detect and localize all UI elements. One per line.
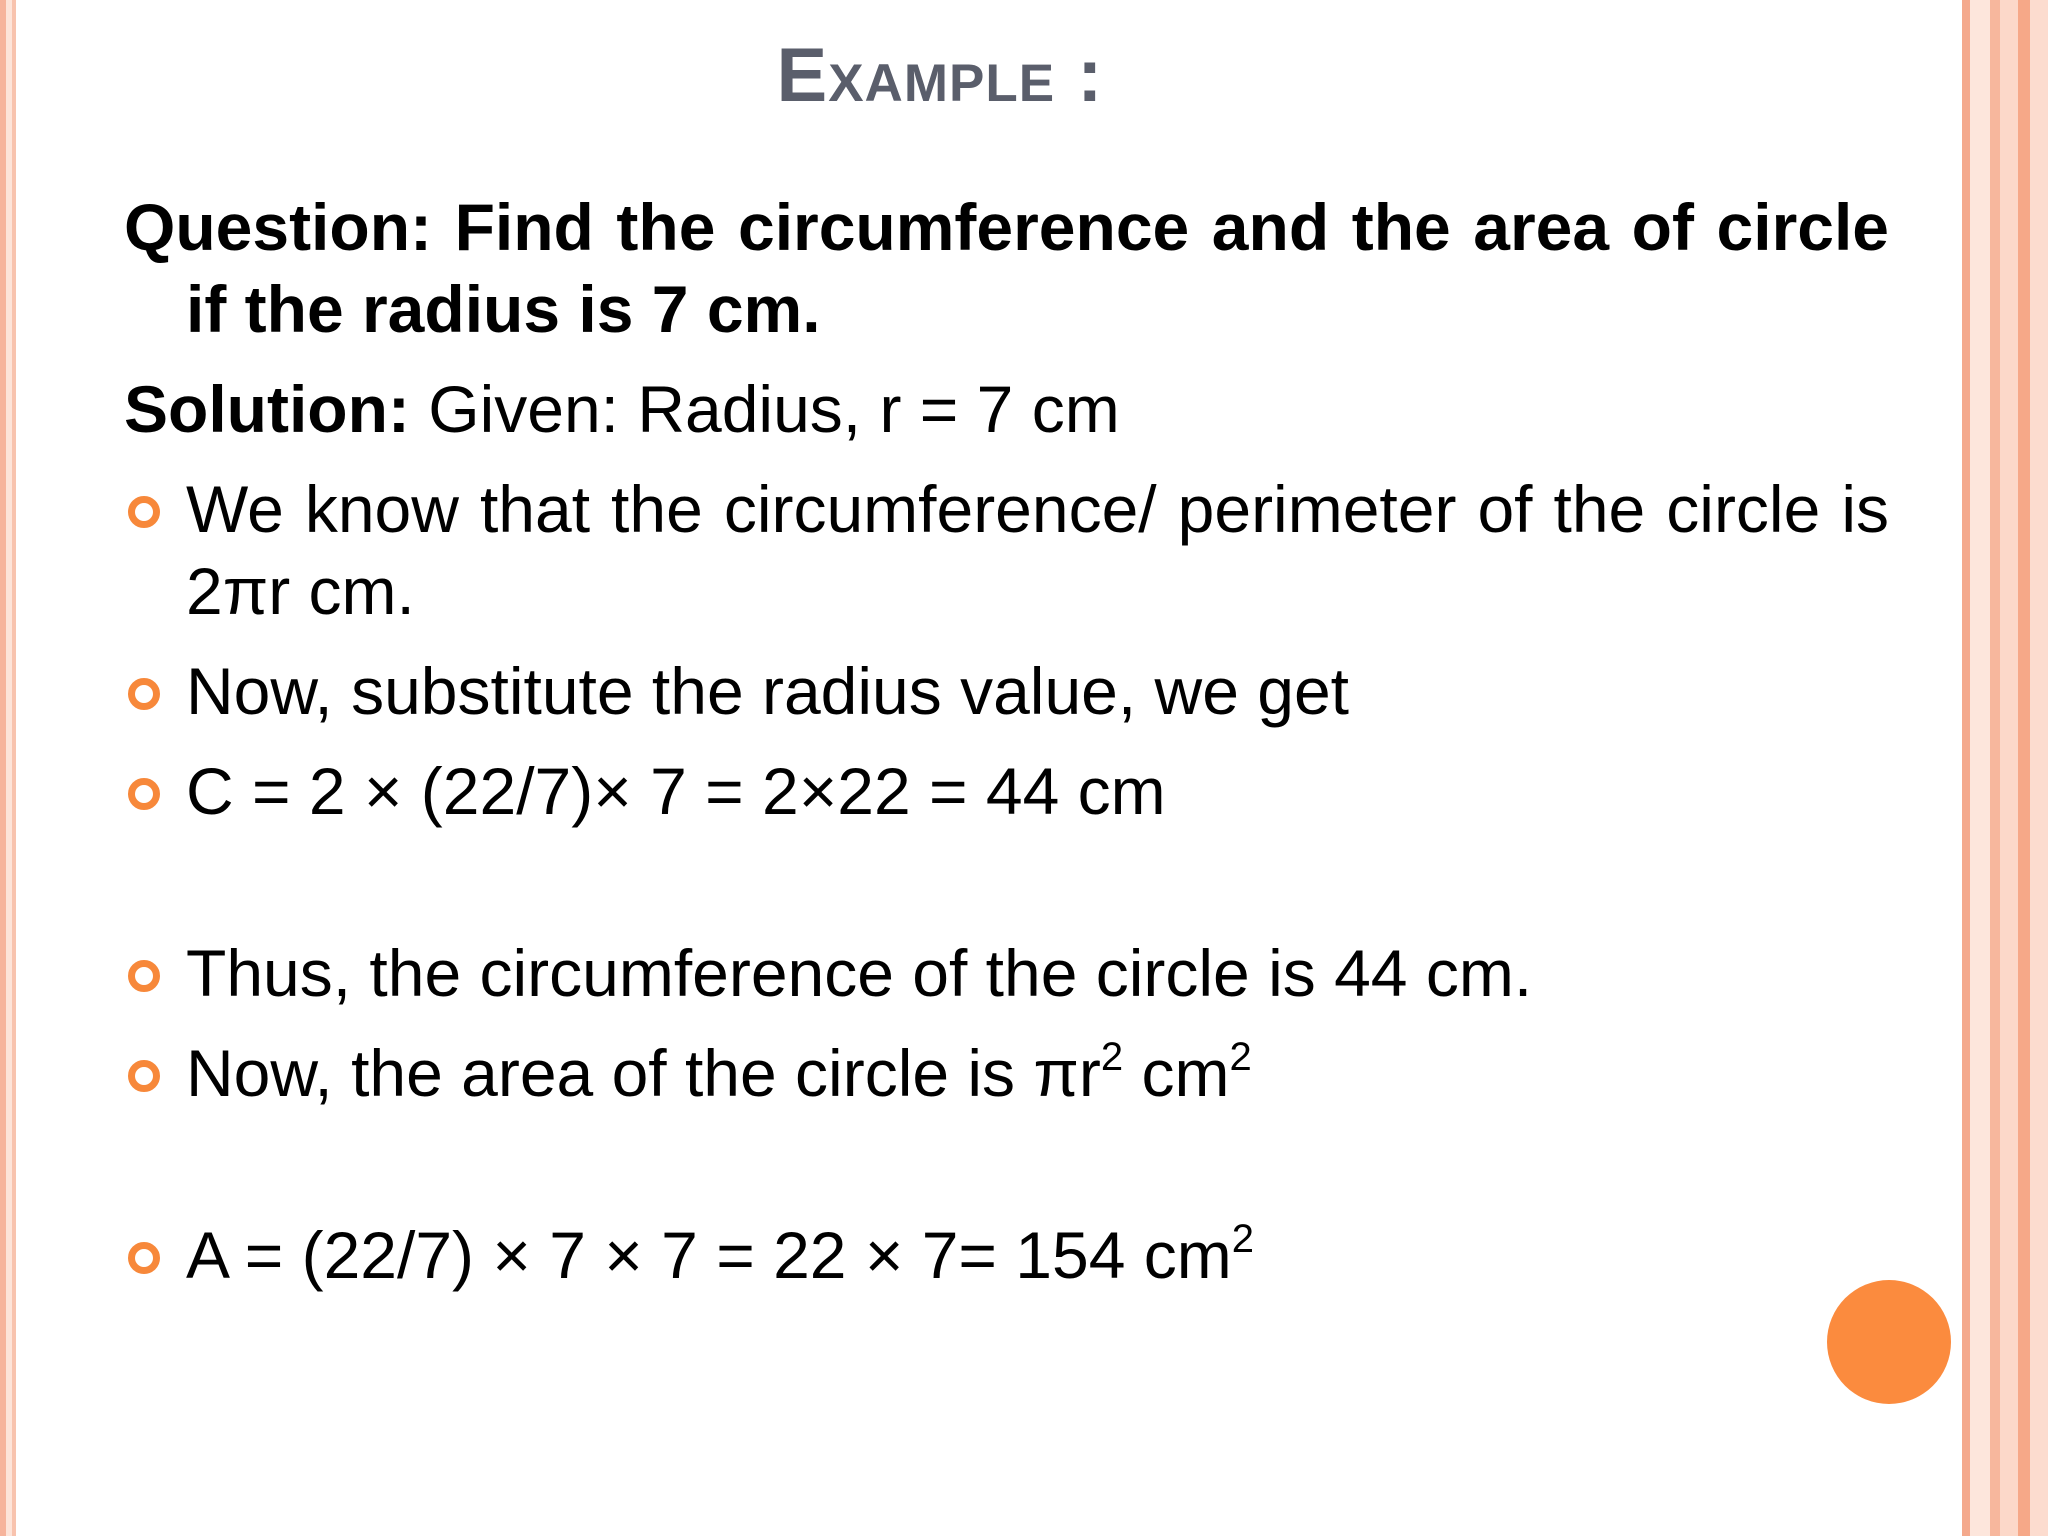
solution-text: Given: Radius, r = 7 cm: [409, 372, 1120, 446]
list-item: [124, 468, 1889, 632]
solution-paragraph: [124, 368, 1889, 450]
bullet-ring-icon: [128, 778, 160, 810]
bullet-ring-icon: [128, 496, 160, 528]
right-border-stripe: [1990, 0, 2000, 1536]
list-item: [124, 750, 1889, 832]
superscript: 2: [1100, 1035, 1124, 1079]
superscript: 2: [1229, 1035, 1252, 1079]
list-item: [124, 932, 1889, 1014]
list-item-text: cm: [1123, 1036, 1230, 1110]
solution-label: Solution:: [124, 372, 410, 446]
right-border-stripe: [1962, 0, 1970, 1536]
bullet-ring-icon: [128, 1060, 160, 1092]
bullet-ring-icon: [128, 678, 160, 710]
bullet-ring-icon: [128, 1242, 160, 1274]
question-paragraph: [124, 186, 1889, 350]
list-item-text: A = (22/7) × 7 × 7 = 22 × 7= 154 cm: [186, 1218, 1232, 1292]
question-text: Find the circumference and the area of circle if the radius is 7 cm.: [186, 190, 1889, 346]
list-item-text: Thus, the circumference of the circle is 44 cm.: [186, 936, 1533, 1010]
slide-title: Example :: [776, 33, 1104, 118]
superscript: 2: [1231, 1217, 1254, 1261]
bullet-ring-icon: [128, 960, 160, 992]
right-border-stripe: [2018, 0, 2030, 1536]
list-item-text: Now, substitute the radius value, we get: [186, 654, 1349, 728]
right-border-stripe: [2030, 0, 2048, 1536]
right-border-stripe: [2000, 0, 2018, 1536]
decorative-circle: [1827, 1280, 1951, 1404]
right-border-stripe: [1970, 0, 1990, 1536]
left-border-stripe: [12, 0, 16, 1536]
slide-content: [124, 186, 1889, 1314]
list-item-text: Now, the area of the circle is πr: [186, 1036, 1101, 1110]
list-item: [124, 1214, 1889, 1296]
list-item-text: C = 2 × (22/7)× 7 = 2×22 = 44 cm: [186, 754, 1166, 828]
list-item: [124, 650, 1889, 732]
list-item-text: We know that the circumference/ perimeter of the circle is 2πr cm.: [186, 472, 1889, 628]
question-label: Question:: [124, 190, 432, 264]
list-item: [124, 1032, 1889, 1114]
